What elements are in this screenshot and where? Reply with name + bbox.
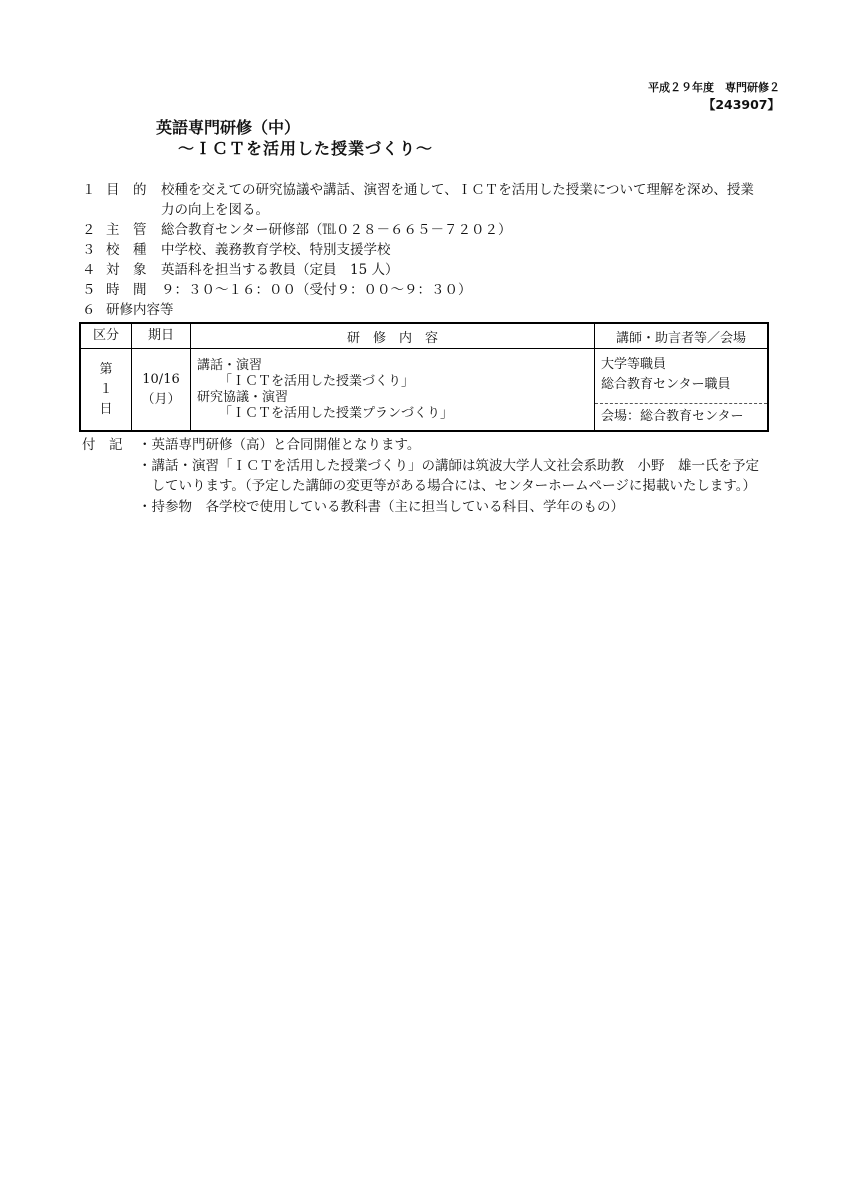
cell-content bbox=[191, 349, 595, 432]
content-line: 講話・演習 bbox=[197, 357, 263, 373]
item-label: 時 間 bbox=[106, 282, 147, 298]
note-line: ・持参物 各学校で使用している教科書（主に担当している科目、学年のもの） bbox=[138, 499, 624, 515]
note-line: していります。（予定した講師の変更等がある場合には、センターホームページに掲載いたします。） bbox=[138, 478, 757, 494]
schedule-table bbox=[79, 322, 769, 432]
item-target-text: 英語科を担当する教員（定員 15 人） bbox=[161, 262, 399, 278]
table-header-row bbox=[80, 323, 768, 349]
note-line: ・講話・演習「ＩＣＴを活用した授業づくり」の講師は筑波大学人文社会系助教 小野 雄一氏を予定 bbox=[138, 458, 759, 474]
item-number: ６ bbox=[82, 302, 96, 318]
item-content bbox=[82, 300, 782, 320]
cell-date bbox=[132, 349, 191, 432]
table-row bbox=[80, 349, 768, 432]
item-label: 目 的 bbox=[106, 182, 147, 198]
division-text: 日 bbox=[99, 401, 113, 417]
header-lecturer-venue: 講師・助言者等／会場 bbox=[595, 323, 769, 349]
document-subtitle: ～ＩＣＴを活用した授業づくり～ bbox=[178, 139, 434, 158]
division-text: 第 bbox=[99, 361, 113, 377]
weekday-text: （月） bbox=[141, 391, 181, 407]
lecturers bbox=[595, 349, 767, 403]
venue: 会場：総合教育センター bbox=[595, 403, 767, 430]
item-number: ４ bbox=[82, 262, 96, 278]
cell-lecturer-venue bbox=[595, 349, 769, 432]
item-number: ２ bbox=[82, 222, 96, 238]
item-number: ５ bbox=[82, 282, 96, 298]
item-organizer-text: 総合教育センター研修部（℡０２８－６６５－７２０２） bbox=[161, 222, 512, 238]
lecturer-line: 総合教育センター職員 bbox=[601, 377, 731, 392]
division-text: １ bbox=[99, 381, 113, 397]
notes-label: 付 記 bbox=[82, 437, 123, 453]
item-label: 主 管 bbox=[106, 222, 147, 238]
item-time-text: ９：３０～１６：００（受付９：００～９：３０） bbox=[161, 282, 472, 298]
content-line: 研究協議・演習 bbox=[197, 389, 289, 405]
item-school-type-text: 中学校、義務教育学校、特別支援学校 bbox=[161, 242, 391, 258]
document-title: 英語専門研修（中） bbox=[156, 118, 301, 137]
header-division: 区分 bbox=[80, 323, 132, 349]
course-code: 【243907】 bbox=[702, 97, 780, 112]
note-line: ・英語専門研修（高）と合同開催となります。 bbox=[138, 437, 421, 453]
item-number: ３ bbox=[82, 242, 96, 258]
content-line: 「ＩＣＴを活用した授業づくり」 bbox=[219, 373, 415, 389]
item-label: 校 種 bbox=[106, 242, 147, 258]
header-date: 期日 bbox=[132, 323, 191, 349]
fiscal-year-course-label: 平成２９年度 専門研修２ bbox=[648, 81, 780, 94]
item-number: １ bbox=[82, 182, 96, 198]
content-line: 「ＩＣＴを活用した授業プランづくり」 bbox=[219, 405, 454, 421]
header-content: 研 修 内 容 bbox=[191, 323, 595, 349]
item-label: 研修内容等 bbox=[106, 302, 174, 318]
item-purpose-text-1: 校種を交えての研究協議や講話、演習を通して、ＩＣＴを活用した授業について理解を深め、授業 bbox=[161, 182, 754, 198]
cell-division bbox=[80, 349, 132, 432]
date-text: 10/16 bbox=[142, 371, 180, 387]
lecturer-line: 大学等職員 bbox=[601, 357, 667, 372]
item-purpose-text-2: 力の向上を図る。 bbox=[161, 202, 269, 218]
item-label: 対 象 bbox=[106, 262, 147, 278]
